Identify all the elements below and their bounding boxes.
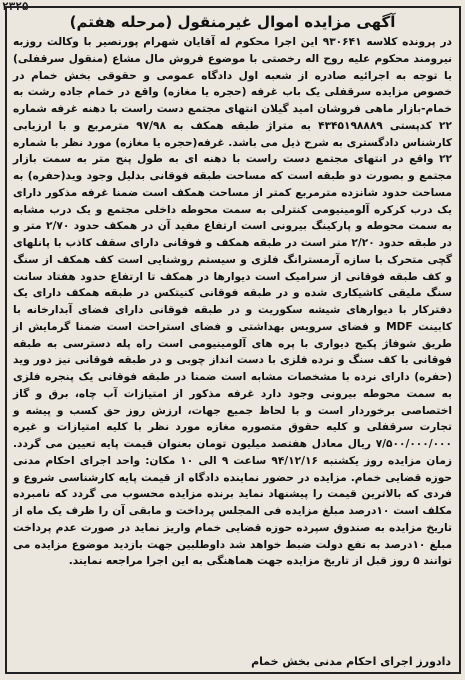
notice-signature: دادورز اجرای احکام مدنی بخش خمام: [251, 655, 451, 668]
notice-body: در پرونده کلاسه ۹۳۰۶۴۱ این اجرا محکوم له آقایان شهرام پورنصیر با وکالت روزبه نیرومند محکوم علیه روح اله رخصتی با موضوع فروش مال مشاع (منقول سرقفلی) با توجه به اجرائیه صادره از شعبه اول دادگاه عمومی و حقوقی بخش خمام در خصوص مزایده سرقفلی یک باب غرفه (حجره یا مغازه) واقع در خمام جاده رشت به خمام-بازار ماهی فروشان امید گیلان انتهای مجتمع دست راست با دهنه غرفه شماره ۲۲ کدپستی ۴۳۴۵۱۹۸۸۸۹ به متراژ طبقه همکف به ۹۷/۹۸ مترمربع و با ارزیابی کارشناس دادگستری به شرح ذیل می باشد. غرفه(حجره یا مغازه) مورد نظر با شماره ۲۲ واقع در انتهای مجتمع دست راست با دهنه ای به طول پنج متر به سمت بازار مجتمع و بصورت دو طبقه است که مساحت طبقه فوقانی بدلیل وجود وید(حفره) به مساحت حدود شانزده مترمربع کمتر از مساحت همکف است ضمنا غرفه مذکور دارای یک درب کرکره آلومینیومی کنترلی به سمت محوطه داخلی مجتمع و یک درب مشابه به سمت محوطه و پارکینگ بیرونی است ارتفاع مفید آن در همکف حدود ۲/۷۰ متر و در طبقه حدود ۲/۲۰ متر است در طبقه همکف و فوقانی دارای سقف کاذب با پانلهای گچی متحرک با سازه آرمسترانگ فلزی و سیستم روشنایی است کف همکف از سنگ و کف طبقه فوقانی از سرامیک است دیوارها در همکف تا ارتفاع حدود هفتاد سانت سنگ ملیقی کاشیکاری شده و در طبقه فوقانی کنیتکس در طبقه همکف دارای یک دفترکار با دیوارهای شیشه سکوریت و در طبقه فوقانی دارای فضای آبدارخانه با کابینت MDF و فضای سرویس بهداشتی و فضای استراحت است ضمنا گرمایش از طریق شوفاژ پکیج دیواری با پره های آلومینیومی است راه پله دسترسی به طبقه فوقانی با کف سنگ و نرده فلزی با دست انداز چوبی و در طبقه فوقانی نیز دور وید (حفره) دارای نرده با مشخصات مشابه است ضمنا در طبقه فوقانی یک پنجره فلزی به سمت محوطه بیرونی وجود دارد غرفه مذکور از امتیازات آب چاه، برق و گاز اختصاصی برخوردار است و با لحاظ جمیع جهات، ارزش روز حق کسب و پیشه و تجارت سرقفلی و کلیه حقوق متصوره مغازه مورد نظر با کلیه امتیازات و غیره ۷/۵۰۰/۰۰۰/۰۰۰ ریال معادل هفتصد میلیون تومان بعنوان قیمت پایه تعیین می گردد. زمان مزایده روز یکشنبه ۹۴/۱۲/۱۶ ساعت ۹ الی ۱۰ مکان: واحد اجرای احکام مدنی حوزه قضایی خمام. مزایده در حضور نماینده دادگاه از قیمت پایه کارشناسی شروع و فردی که بالاترین قیمت را پیشنهاد نماید برنده مزایده محسوب می گردد که نامبرده مکلف است ۱۰درصد مبلغ مزایده فی المجلس پرداخت و مابقی آن را ظرف یک ماه از تاریخ مزایده به صندوق سپرده حوزه قضایی خمام واریز نماید در صورت عدم پرداخت مبلغ ۱۰درصد به نفع دولت ضبط خواهد شد داوطلبین جهت بازدید موضوع مزایده می توانند ۵ روز قبل از تاریخ مزایده جهت هماهنگی به این اجرا مراجعه نمایند.: [13, 36, 453, 568]
notice-box: [5, 6, 461, 674]
notice-title: آگهی مزایده اموال غیرمنقول (مرحله هفتم): [69, 13, 396, 31]
page-number: ۲۳۲۵: [2, 0, 29, 13]
